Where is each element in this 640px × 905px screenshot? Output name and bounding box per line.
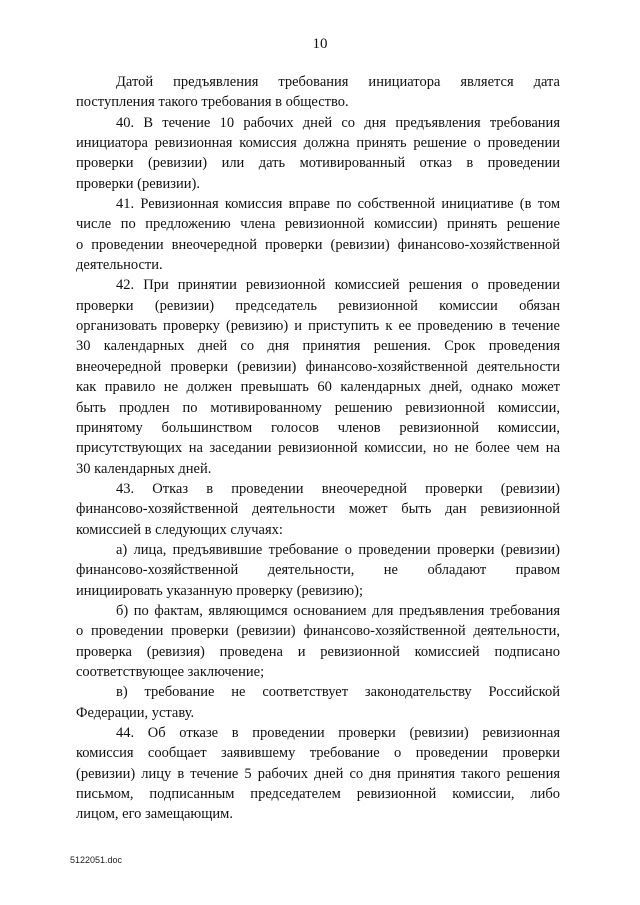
text-line: о проведении проверки (ревизии) финансово-хозяйственной деятельности, (76, 623, 560, 640)
file-name-footer: 5122051.doc (70, 855, 123, 865)
text-line: 44. Об отказе в проведении проверки (ревизии) ревизионная (116, 725, 560, 741)
text-line: финансово-хозяйственной деятельности может быть дан ревизионной (76, 501, 560, 518)
text-line: проверки (ревизии) председатель ревизионной комиссии обязан (76, 297, 560, 314)
text-line: (ревизии) лицу в течение 5 рабочих дней со дня принятия такого решения (76, 765, 560, 782)
text-line: 42. При принятии ревизионной комиссией решения о проведении (116, 277, 560, 294)
text-line: числе по предложению члена ревизионной комиссии) принять решение (76, 216, 560, 233)
text-line: о проведении внеочередной проверки (ревизии) финансово-хозяйственной (76, 236, 560, 253)
text-line: лицом, его замещающим. (76, 806, 233, 823)
document-body (76, 72, 560, 825)
text-line: Датой предъявления требования инициатора является дата (116, 74, 560, 90)
text-line: б) по фактам, являющимся основанием для предъявления требования (116, 602, 560, 619)
text-line: проверки (ревизии) или дать мотивированный отказ в проведении (76, 155, 560, 172)
text-line: проверка (ревизия) проведена и ревизионной комиссией подписано (76, 643, 560, 660)
text-line: комиссия сообщает заявившему требование о проведении проверки (76, 745, 560, 762)
text-line: комиссией в следующих случаях: (76, 521, 283, 538)
text-line: внеочередной проверки (ревизии) финансово-хозяйственной деятельности (76, 358, 560, 375)
text-line: соответствующее заключение; (76, 663, 265, 680)
text-line: 40. В течение 10 рабочих дней со дня предъявления требования (116, 114, 560, 131)
text-line: Федерации, уставу. (76, 704, 195, 721)
page-number: 10 (312, 36, 328, 52)
text-line: поступления такого требования в общество. (76, 94, 349, 111)
text-line: а) лица, предъявившие требование о проведении проверки (ревизии) (116, 541, 560, 558)
text-line: 41. Ревизионная комиссия вправе по собственной инициативе (в том (116, 196, 560, 213)
text-line: 43. Отказ в проведении внеочередной проверки (ревизии) (116, 480, 560, 497)
text-line: присутствующих на заседании ревизионной комиссии, но не более чем на (76, 440, 560, 457)
text-line: финансово-хозяйственной деятельности, не обладают правом (76, 562, 560, 579)
text-line: инициатора ревизионная комиссия должна принять решение о проведении (76, 135, 560, 152)
text-line: 30 календарных дней со дня принятия решения. Срок проведения (76, 338, 560, 355)
text-line: организовать проверку (ревизию) и приступить к ее проведению в течение (76, 318, 560, 335)
text-line: быть продлен по мотивированному решению ревизионной комиссии, (76, 399, 560, 416)
text-line: как правило не должен превышать 60 календарных дней, однако может (76, 379, 560, 396)
text-line: в) требование не соответствует законодательству Российской (116, 684, 560, 701)
text-line: инициировать указанную проверку (ревизию); (76, 582, 363, 599)
text-line: деятельности. (76, 257, 163, 274)
text-line: проверки (ревизии). (76, 175, 200, 192)
text-line: письмом, подписанным председателем ревизионной комиссии, либо (76, 786, 560, 803)
text-line: принятому большинством голосов членов ревизионной комиссии, (76, 419, 560, 436)
text-line: 30 календарных дней. (76, 460, 212, 477)
